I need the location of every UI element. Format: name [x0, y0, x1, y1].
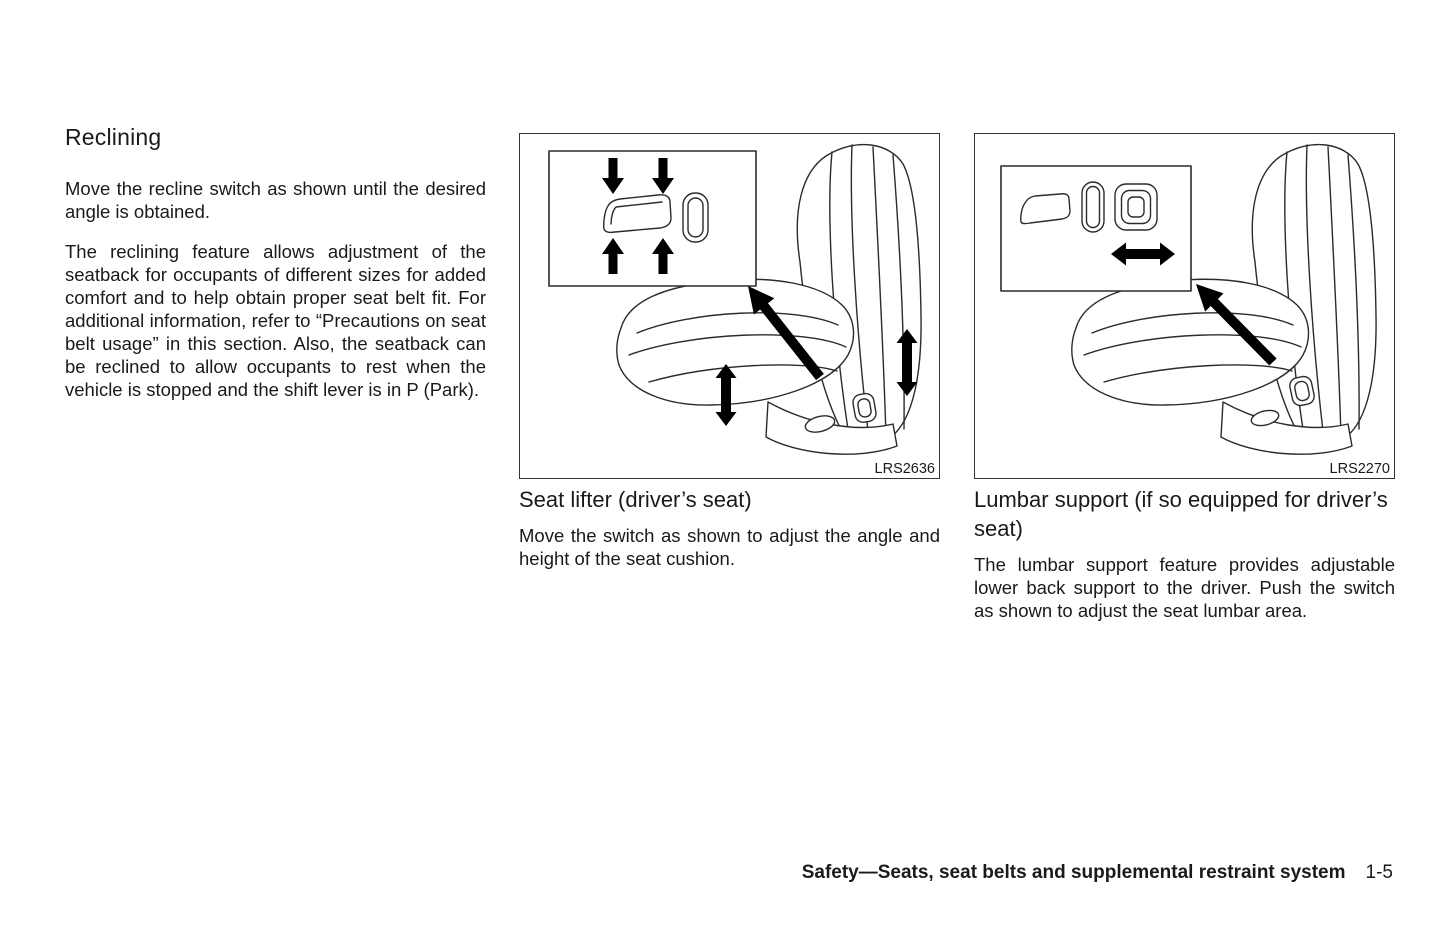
cushion-switch-icon	[1021, 194, 1070, 224]
figure-caption-lumbar-support: Lumbar support (if so equipped for driver’s seat)	[974, 487, 1388, 541]
seat-lifter-illustration	[520, 134, 937, 476]
cushion-switch-icon	[604, 195, 671, 233]
switch-inset-panel	[549, 151, 756, 286]
lumbar-support-illustration	[975, 134, 1392, 476]
page-footer	[802, 862, 1393, 884]
switch-inset-panel	[1001, 166, 1191, 291]
figure-code: LRS2270	[1326, 461, 1390, 477]
footer-chapter-title: Safety—Seats, seat belts and supplemental restraint system	[801, 862, 1346, 883]
lumbar-support-figure	[974, 133, 1395, 479]
reclining-paragraph-2: The reclining feature allows adjustment of the seatback for occupants of different sizes for added comfort and to help obtain proper seat belt fit. For additional information, refer to “Precautions on seat belt usage” in this section. Also, the seatback can be reclined to allow occupants to rest when the vehicle is stopped and the shift lever is in P (Park).	[65, 241, 486, 400]
section-heading: Reclining	[65, 124, 162, 150]
figure-text-seat-lifter: Move the switch as shown to adjust the angle and height of the seat cushion.	[519, 525, 940, 569]
figure-text-lumbar-support: The lumbar support feature provides adjustable lower back support to the driver. Push the switch as shown to adjust the seat lumbar area.	[974, 554, 1395, 621]
footer-page-number: 1-5	[1365, 862, 1393, 883]
figure-code: LRS2636	[871, 461, 935, 477]
figure-caption-seat-lifter: Seat lifter (driver’s seat)	[519, 487, 752, 512]
seat-lifter-figure	[519, 133, 940, 479]
reclining-section	[65, 124, 486, 418]
reclining-paragraph-1: Move the recline switch as shown until the desired angle is obtained.	[65, 178, 486, 222]
